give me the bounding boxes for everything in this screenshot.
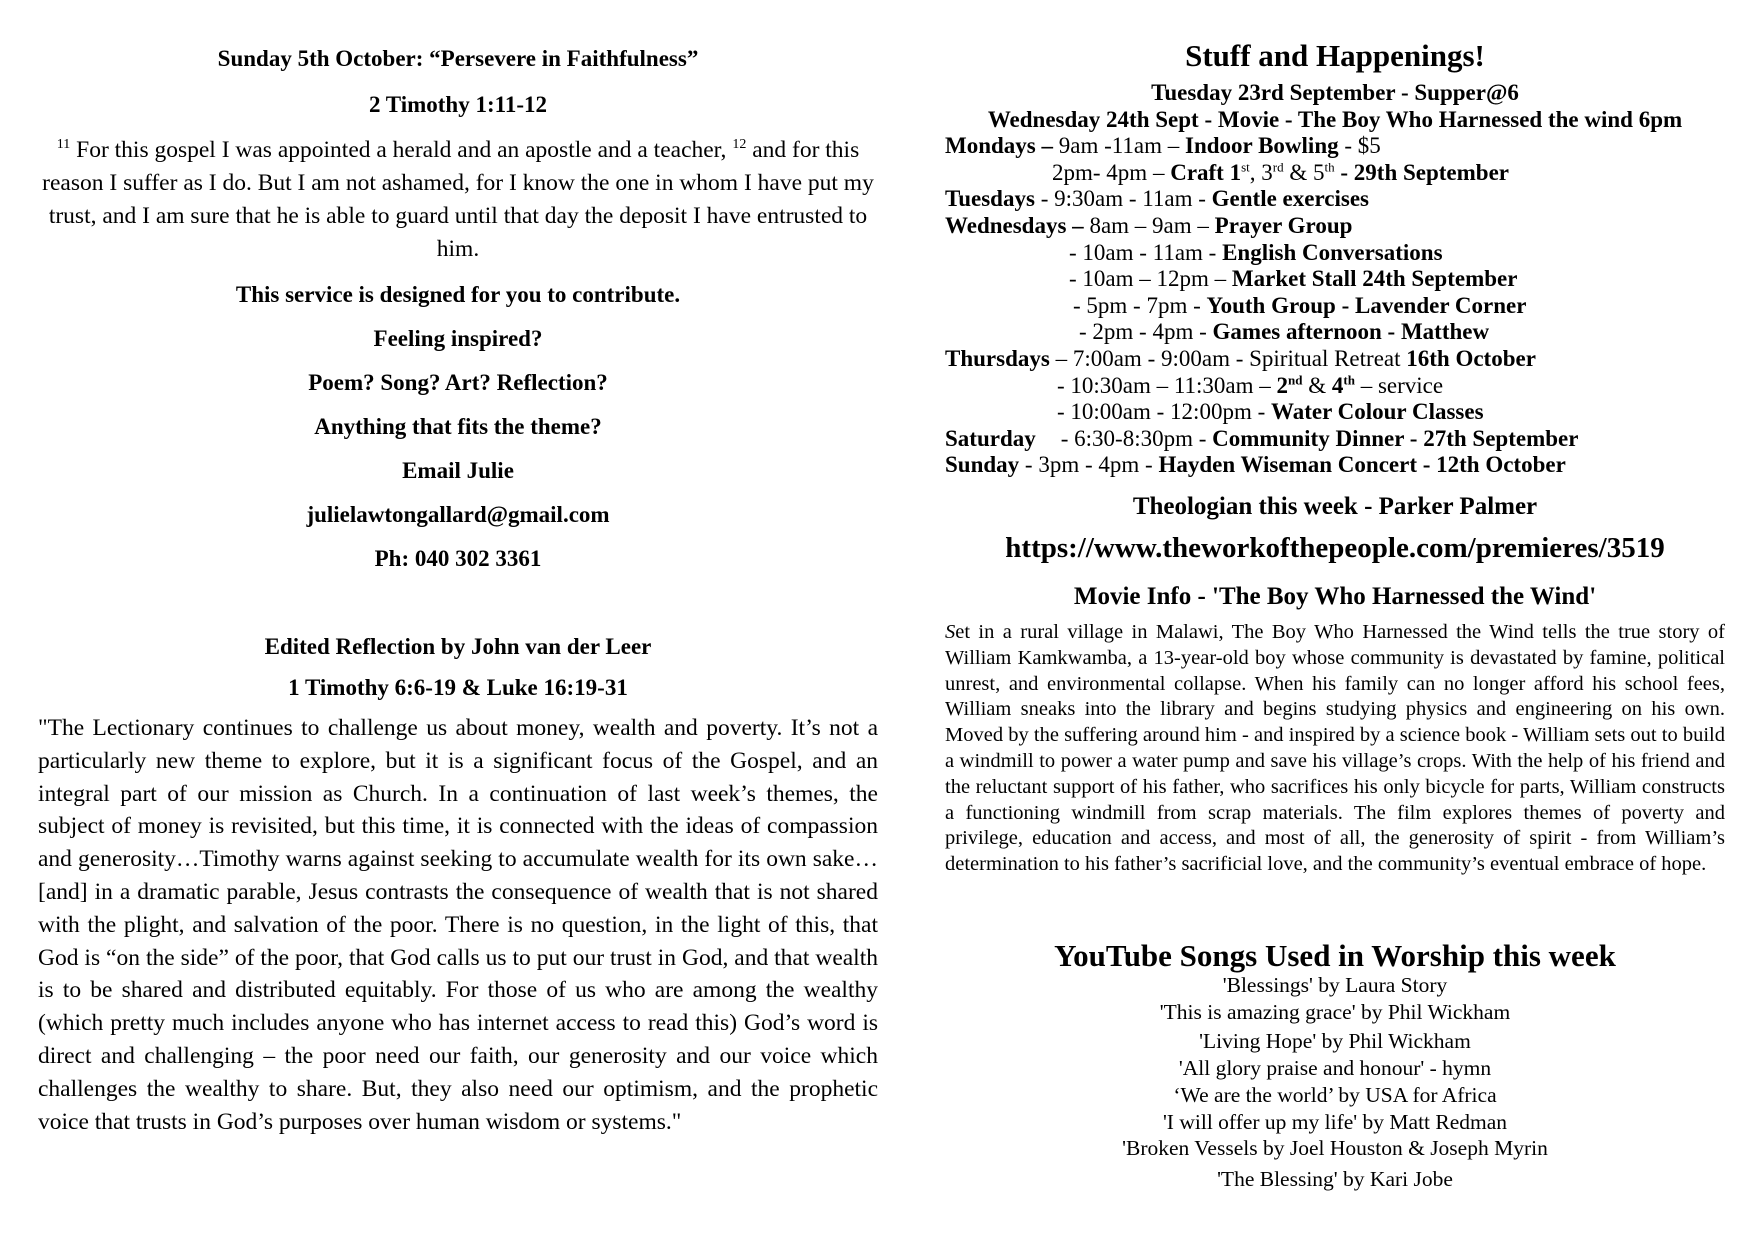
schedule-row-wednesday-5 (945, 319, 1725, 346)
ordinal-text: & 5 (1283, 159, 1325, 185)
activity-name: Water Colour Classes (1271, 399, 1484, 425)
schedule-row-monday (945, 133, 1725, 160)
activity-name: Indoor Bowling (1185, 133, 1339, 159)
time-text: 9am -11am – (1058, 133, 1186, 159)
activity-date: - 29th September (1334, 159, 1510, 185)
invite-line: This service is designed for you to contribute. (235, 282, 681, 307)
song-item: 'This is amazing grace' by Phil Wickham (1159, 999, 1511, 1024)
movie-description (945, 620, 1725, 878)
day-label: Tuesdays (945, 186, 1035, 212)
theologian-url-link[interactable]: https://www.theworkofthepeople.com/premieres/3519 (1005, 532, 1665, 564)
verse-number: 12 (732, 137, 747, 153)
schedule-row-wednesday (945, 213, 1725, 240)
schedule-row-thursday-2 (945, 373, 1725, 400)
schedule-row-wednesday-3 (945, 266, 1725, 293)
ordinal-suffix: rd (1272, 159, 1284, 175)
day-label: Mondays – (945, 133, 1059, 159)
time-text: - 5pm - 7pm - (1073, 292, 1207, 318)
activity-name: Hayden Wiseman Concert - 12th October (1158, 452, 1566, 478)
happenings-heading: Stuff and Happenings! (1185, 38, 1485, 73)
scripture-verse (38, 134, 878, 266)
activity-name: Games afternoon - Matthew (1212, 319, 1490, 345)
schedule-row-tuesday (945, 186, 1725, 213)
reflection-body: "The Lectionary continues to challenge us about money, wealth and poverty. It’s not a particularly new theme to explore, but it is a significant focus of the Gospel, and an integral part of our mission as Church. In a continuation of last week’s themes, the subject of money is revisited, but this time, it is connected with the ideas of compassion and generosity…Timothy warns against seeking to accumulate wealth for its own sake…[and] in a dramatic parable, Jesus contrasts the consequence of wealth that is not shared with the plight, and salvation of the poor. There is no question, in the light of this, that God is “on the side” of the poor, that God calls us to put our trust in God, and that wealth is to be shared and distributed equitably. For those of us who are among the wealthy (which pretty much includes anyone who has internet access to read this) God’s word is direct and challenging – the poor need our faith, our generosity and our voice which challenges the wealthy to share. But, they also need our optimism, and the prophetic voice that trusts in God’s purposes over human wisdom or systems." (38, 715, 878, 1135)
time-text: 8am – 9am – (1089, 212, 1215, 238)
verse-number: 11 (56, 137, 71, 153)
song-item: 'Living Hope' by Phil Wickham (1199, 1029, 1471, 1054)
song-item: 'Blessings' by Laura Story (1222, 973, 1448, 997)
email-link[interactable]: julielawtongallard@gmail.com (306, 502, 610, 527)
song-list (945, 972, 1725, 1193)
activity-name: Youth Group - Lavender Corner (1206, 292, 1527, 318)
schedule-row-wednesday-4 (945, 293, 1725, 320)
time-text: - 10:00am - 12:00pm - (1057, 399, 1271, 425)
time-text: - 2pm - 4pm - (1079, 319, 1213, 345)
schedule-row-wednesday-2 (945, 240, 1725, 267)
time-text: - 6:30-8:30pm - (1055, 425, 1213, 451)
activity-date: 16th October (1406, 345, 1536, 371)
verse-text: and for this reason I suffer as I do. But I am not ashamed, for I know the one in whom I have put my trust, and I am sure that he is able to guard until that day the deposit I have entrusted to him. (42, 137, 874, 262)
activity-name: Gentle exercises (1211, 186, 1369, 212)
movie-info-title: Movie Info - 'The Boy Who Harnessed the Wind' (1073, 583, 1597, 610)
day-label: Sunday (945, 452, 1020, 478)
song-item: 'I will offer up my life' by Matt Redman (1162, 1109, 1508, 1134)
theologian-line: Theologian this week - Parker Palmer (1132, 493, 1538, 520)
song-item: 'Broken Vessels by Joel Houston & Joseph Myrin (1122, 1136, 1548, 1161)
drop-letter: S (945, 621, 956, 643)
price-text: - $5 (1338, 133, 1381, 159)
ordinal-suffix: st (1241, 159, 1250, 175)
invite-line: Email Julie (402, 458, 514, 483)
song-item: ‘We are the world’ by USA for Africa (1173, 1082, 1497, 1107)
day-label: Thursdays (945, 345, 1050, 371)
event-supper: Tuesday 23rd September - Supper@6 (1151, 80, 1519, 105)
ordinal-number: 2 (1276, 372, 1289, 398)
verse-text: For this gospel I was appointed a herald and an apostle and a teacher, (70, 137, 733, 163)
time-text: - 9:30am - 11am - (1034, 186, 1212, 212)
reflection-title: Edited Reflection by John van der Leer (264, 634, 652, 659)
contribution-invite (38, 280, 878, 588)
service-title: Sunday 5th October: “Persevere in Faithfulness” (217, 46, 699, 71)
schedule-row-saturday (945, 426, 1725, 453)
ordinal-number: 4 (1331, 372, 1344, 398)
activity-name: – service (1354, 372, 1444, 398)
activity-name: Prayer Group (1214, 212, 1353, 238)
schedule-row-thursday (945, 346, 1725, 373)
activity-name: English Conversations (1222, 239, 1443, 265)
activity-name: Craft 1 (1170, 159, 1242, 185)
phone-number: Ph: 040 302 3361 (374, 546, 542, 571)
time-text: - 10:30am – 11:30am – (1057, 372, 1277, 398)
movie-description-text: et in a rural village in Malawi, The Boy Who Harnessed the Wind tells the true story of William Kamkwamba, a 13-year-old boy whose community is devastated by famine, political unrest, and environmental collapse. When his family can no longer afford his school fees, William sneaks into the library and begins studying physics and engineering on his own. Moved by the suffering around him - and inspired by a science book - William sets out to build a windmill to power a water pump and save his village’s crops. With the help of his friend and the reluctant support of his father, who sacrifices his only bicycle for parts, William constructs a functioning windmill from scrap materials. The film explores themes of poverty and privilege, education and access, and most of all, the generosity of spirit - from William’s determination to his father’s sacrificial love, and the community’s eventual embrace of hope. (945, 621, 1725, 876)
time-text: 2pm- 4pm – (1052, 159, 1171, 185)
activity-name: Market Stall 24th September (1231, 266, 1518, 292)
day-label: Wednesdays – (945, 212, 1090, 238)
ordinal-suffix: nd (1288, 371, 1303, 387)
day-label: Saturday (945, 425, 1036, 451)
invite-line: Anything that fits the theme? (314, 414, 602, 439)
youtube-songs-title: YouTube Songs Used in Worship this week (1054, 938, 1616, 973)
time-text: - 10am - 11am - (1069, 239, 1223, 265)
invite-line: Feeling inspired? (373, 326, 543, 351)
song-item: 'All glory praise and honour' - hymn (1178, 1056, 1492, 1081)
activity-name: Community Dinner - 27th September (1212, 425, 1579, 451)
song-item: 'The Blessing' by Kari Jobe (1217, 1166, 1453, 1191)
ordinal-suffix: th (1343, 371, 1355, 387)
event-movie: Wednesday 24th Sept - Movie - The Boy Who Harnessed the wind 6pm (987, 106, 1683, 132)
schedule-row-sunday (945, 452, 1725, 479)
time-text: – 7:00am - 9:00am - Spiritual Retreat (1049, 345, 1407, 371)
ordinal-text: & (1302, 372, 1332, 398)
ordinal-suffix: th (1324, 159, 1335, 175)
scripture-reference: 2 Timothy 1:11-12 (368, 92, 548, 117)
schedule-row-thursday-3 (945, 399, 1725, 426)
ordinal-text: , 3 (1249, 159, 1273, 185)
time-text: - 10am – 12pm – (1069, 266, 1232, 292)
reflection-reference: 1 Timothy 6:6-19 & Luke 16:19-31 (288, 675, 628, 700)
invite-line: Poem? Song? Art? Reflection? (308, 370, 608, 395)
events-schedule (945, 80, 1725, 479)
schedule-row-monday-craft (945, 160, 1725, 187)
time-text: - 3pm - 4pm - (1019, 452, 1159, 478)
